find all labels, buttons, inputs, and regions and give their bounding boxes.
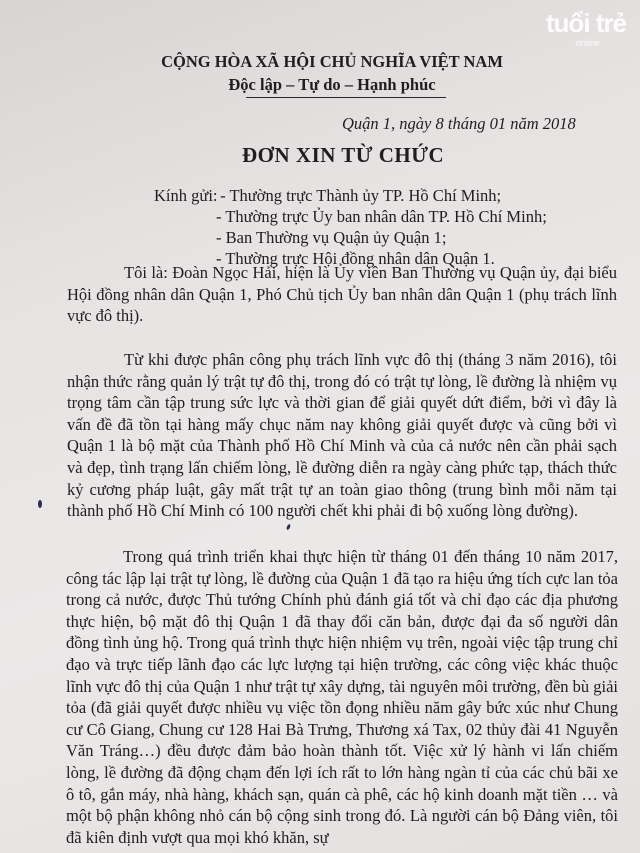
tuoitre-watermark-logo: [545, 8, 626, 48]
recipient-item: - Thường trực Ủy ban nhân dân TP. Hồ Chí Minh;: [216, 207, 547, 226]
motto-underline: [246, 97, 446, 98]
recipient-row: [154, 227, 547, 248]
recipient-item: - Ban Thường vụ Quận ủy Quận 1;: [216, 228, 447, 247]
recipients-block: [154, 185, 547, 269]
recipient-item: - Thường trực Hội đồng nhân dân Quận 1.: [216, 249, 495, 268]
paragraph-achievements: Trong quá trình triển khai thực hiện từ tháng 01 đến tháng 10 năm 2017, công tác lập lại trật tự lòng, lề đường của Quận 1 đã tạo ra hiệu ứng tích cực lan tỏa trong cả nước, được Thủ tướng Chính phủ đánh giá tốt và chỉ đạo các địa phương thực hiện, bộ mặt đô thị Quận 1 đã thay đổi căn bản, được đại đa số người dân đồng tình ủng hộ. Trong quá trình thực hiện nhiệm vụ trên, ngoài việc tập trung chỉ đạo và trực tiếp lãnh đạo các lực lượng tại hiện trường, các công việc khác thuộc lĩnh vực đô thị của Quận 1 như trật tự xây dựng, tài nguyên môi trường, đền bù giải tỏa (đã giải quyết được nhiều vụ việc tồn đọng nhiều năm gây bức xúc như Chung cư Cô Giang, Chung cư 128 Hai Bà Trưng, Thương xá Tax, 02 thủy đài 41 Nguyễn Văn Tráng…) đều được đảm bảo hoàn thành tốt. Việc xử lý hành vi lấn chiếm lòng, lề đường đã động chạm đến lợi ích rất to lớn hàng ngàn tỉ của các chủ bãi xe ô tô, gắn máy, nhà hàng, khách sạn, quán cà phê, các hộ kinh doanh mặt tiền … và một bộ phận không nhỏ cán bộ cộng sinh trong đó. Là người cán bộ Đảng viên, tôi đã kiên định vượt qua mọi khó khăn, sự: [66, 547, 619, 847]
paragraph-introduction: Tôi là: Đoàn Ngọc Hải, hiện là Ủy viên Ban Thường vụ Quận ủy, đại biểu Hội đồng nhân dân Quận 1, Phó Chủ tịch Ủy ban nhân dân Quận 1 (phụ trách lĩnh vực đô thị).: [67, 263, 617, 326]
watermark-brand: tuổi trẻ: [545, 8, 626, 38]
nation-heading: CỘNG HÒA XÃ HỘI CHỦ NGHĨA VIỆT NAM: [161, 52, 503, 71]
recipient-row: [154, 206, 547, 227]
motto-heading: Độc lập – Tự do – Hạnh phúc: [228, 75, 436, 94]
document-title: ĐƠN XIN TỪ CHỨC: [242, 143, 445, 167]
date-line: Quận 1, ngày 8 tháng 01 năm 2018: [342, 114, 576, 133]
paragraph-background: Từ khi được phân công phụ trách lĩnh vực đô thị (tháng 3 năm 2016), tôi nhận thức rằng quản lý trật tự đô thị, trong đó có trật tự lòng, lề đường là nhiệm vụ trọng tâm cần tập trung sức lực và thời gian để giải quyết dứt điểm, bởi vì đây là vấn đề đã tồn tại hàng mấy chục năm nay không giải quyết được và cũng bởi vì Quận 1 là bộ mặt của Thành phố Hồ Chí Minh và của cả nước nên cần phải sạch và đẹp, tình trạng lấn chiếm lòng, lề đường diễn ra ngày càng phức tạp, thách thức kỷ cương pháp luật, gây mất trật tự an toàn giao thông (trung bình mỗi năm tại thành phố Hồ Chí Minh có 100 người chết khi phải đi bộ xuống lòng đường).: [67, 350, 617, 521]
ink-mark: [38, 500, 42, 508]
watermark-sub: online: [575, 38, 600, 48]
ink-mark: [286, 524, 291, 531]
recipient-item: - Thường trực Thành ủy TP. Hồ Chí Minh;: [220, 186, 502, 205]
recipients-label: Kính gửi:: [154, 186, 218, 205]
recipient-row: [154, 185, 547, 206]
